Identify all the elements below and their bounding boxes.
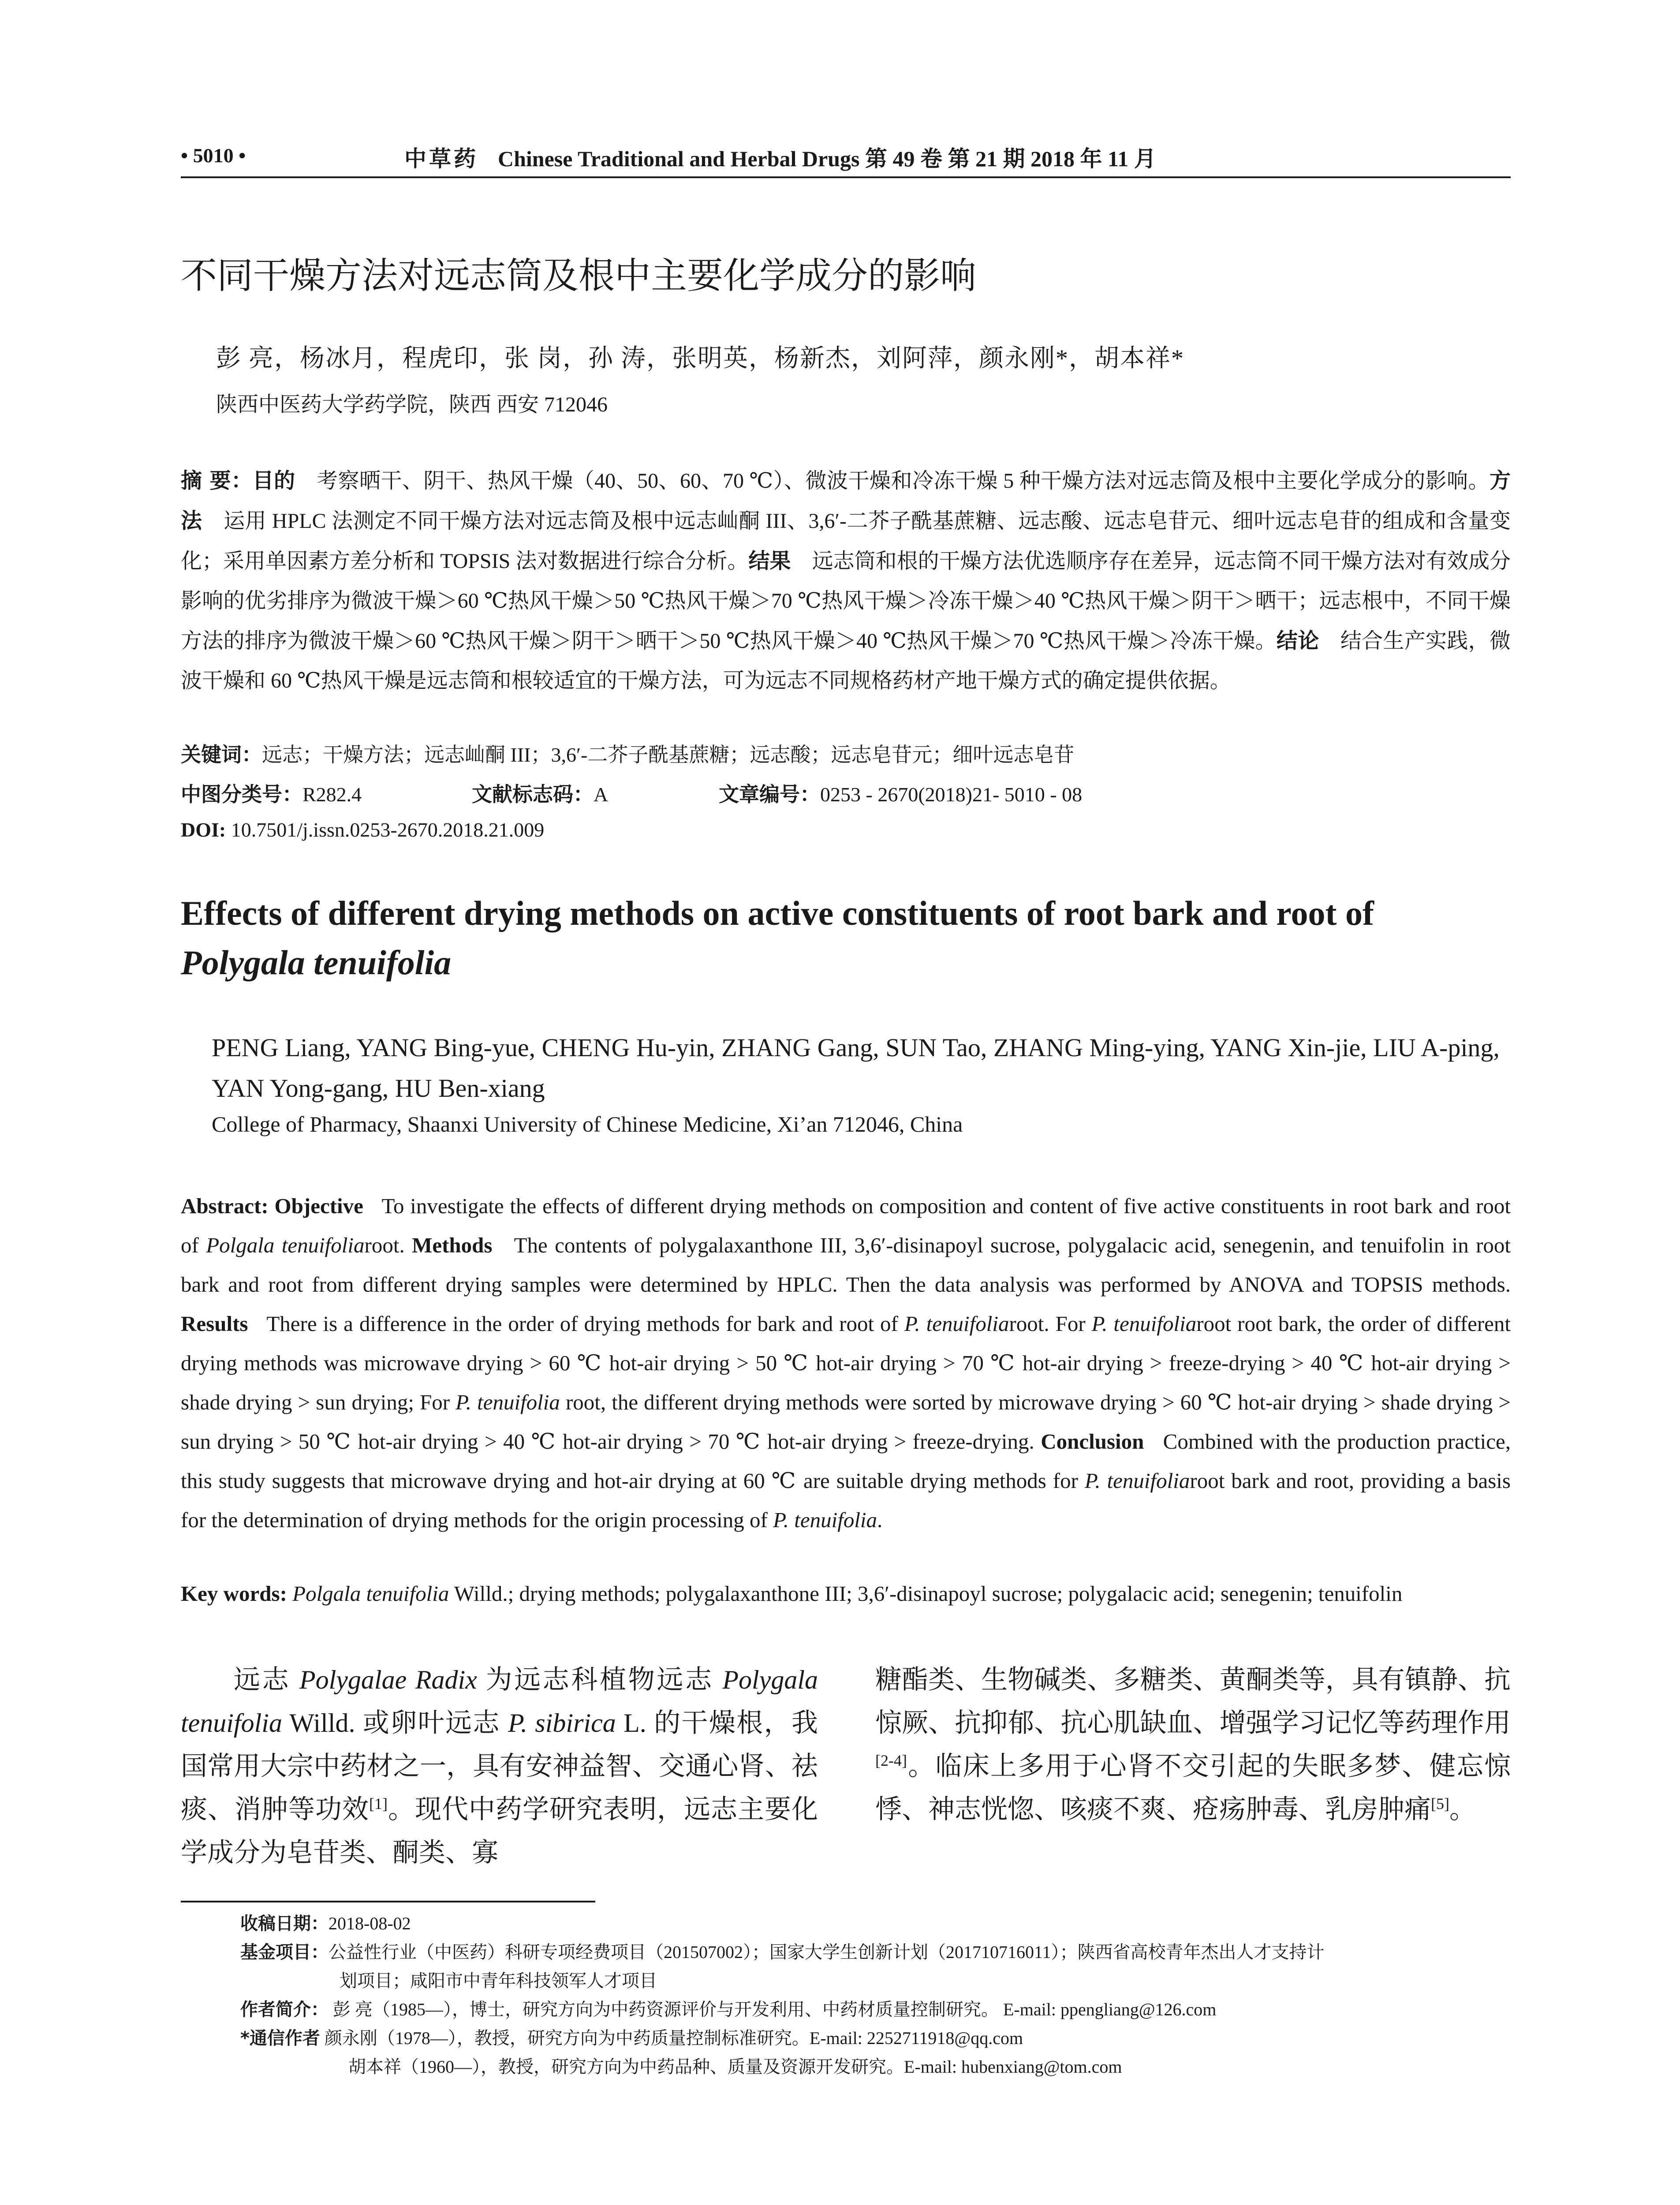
body-text: 。现代中药学研究表明，远志主要化学成分为皂苷类、酮类、寡 xyxy=(181,1795,818,1867)
citation-ref[interactable]: [1] xyxy=(369,1795,388,1813)
methods-label-cn: 方法 xyxy=(181,468,1511,533)
keywords-cn-label: 关键词： xyxy=(181,743,262,766)
objective-label-cn: 目的 xyxy=(252,468,295,493)
objective-text-en: To investigate the effects of different drying methods on composition and content of five active constituents in root bark and root of xyxy=(181,1194,1511,1257)
keywords-en-species: Polgala tenuifolia xyxy=(292,1581,449,1606)
footnote-text: 彭 亮（1985—），博士，研究方向为中药资源评价与开发利用、中药材质量控制研究。 E-mail: ppengliang@126.com xyxy=(329,1999,1217,2019)
body-text: Willd. 或卵叶远志 xyxy=(282,1708,508,1738)
species-name: P. tenuifolia xyxy=(904,1312,1009,1336)
methods-text-en: The contents of polygalaxanthone III, 3,6′-disinapoyl sucrose, polygalacic acid, senegenin, and tenuifolin in root bark and root from different drying samples were determined by HPLC. Then the data analysis was performed by ANOVA and TOPSIS methods. xyxy=(181,1233,1511,1297)
doi-value[interactable]: 10.7501/j.issn.0253-2670.2018.21.009 xyxy=(226,818,545,841)
doi xyxy=(181,818,544,841)
footnote-author-bio xyxy=(240,1996,1216,2024)
objective-text-cn: 考察晒干、阴干、热风干燥（40、50、60、70 ℃）、微波干燥和冷冻干燥 5 种干燥方法对远志筒及根中主要化学成分的影响。 xyxy=(317,469,1490,493)
footnote-label: 收稿日期： xyxy=(240,1913,329,1934)
conclusion-label-en: Conclusion xyxy=(1041,1429,1144,1454)
latin-name: P. sibirica xyxy=(508,1708,616,1738)
keywords-en-text: Willd.; drying methods; polygalaxanthone III; 3,6′-disinapoyl sucrose; polygalacic acid; senegenin; tenuifolin xyxy=(449,1581,1403,1606)
methods-text-cn: 运用 HPLC 法测定不同干燥方法对远志筒及根中远志屾酮 III、3,6′-二芥子酰基蔗糖、远志酸、远志皂苷元、细叶远志皂苷的组成和含量变化；采用单因素方差分析和 TOPSIS 法对数据进行综合分析。 xyxy=(181,509,1511,573)
footnote-fund-continued: 划项目；咸阳市中青年科技领军人才项目 xyxy=(340,1971,657,1991)
results-text-en: root, the different drying methods were sorted by microwave drying > 60 ℃ hot-air drying > shade drying > sun drying > 50 ℃ hot-air drying > 40 ℃ hot-air drying > 70 ℃ hot-air drying > freeze-drying. xyxy=(181,1390,1511,1454)
latin-name: Polygala tenuifolia xyxy=(181,1665,818,1738)
conclusion-text-en: Combined with the production practice, this study suggests that microwave drying and hot-air drying at 60 ℃ are suitable drying methods for xyxy=(181,1429,1511,1493)
species-name: Polgala tenuifolia xyxy=(206,1233,365,1257)
latin-name: Polygalae Radix xyxy=(299,1665,477,1694)
header-rule xyxy=(181,176,1511,178)
results-text-en: root. For xyxy=(1009,1312,1092,1336)
body-text: 糖酯类、生物碱类、多糖类、黄酮类等，具有镇静、抗惊厥、抗抑郁、抗心肌缺血、增强学习记忆等药理作用 xyxy=(875,1665,1511,1738)
authors-cn: 彭 亮，杨冰月，程虎印，张 岗，孙 涛，张明英，杨新杰，刘阿萍，颜永刚*，胡本祥* xyxy=(216,345,1184,372)
footnote-received xyxy=(240,1910,411,1938)
footnote-text: 公益性行业（中医药）科研专项经费项目（201507002）；国家大学生创新计划（201710716011）；陕西省高校青年杰出人才支持计 xyxy=(329,1942,1325,1962)
species-name: P. tenuifolia xyxy=(1084,1469,1190,1493)
footnote-label: 基金项目： xyxy=(240,1942,329,1962)
journal-issue: Chinese Traditional and Herbal Drugs 第 49 卷 第 21 期 2018 年 11 月 xyxy=(498,146,1156,171)
objective-text-en-end: root. xyxy=(364,1233,405,1257)
conclusion-text-en-end: . xyxy=(877,1508,883,1532)
footnote-label: 作者简介： xyxy=(240,1999,329,2020)
page-number: • 5010 • xyxy=(181,144,246,167)
species-name: P. tenuifolia xyxy=(455,1390,560,1414)
results-label-cn: 结果 xyxy=(748,549,791,573)
body-text: 。临床上多用于心肾不交引起的失眠多梦、健忘惊悸、神志恍惚、咳痰不爽、疮疡肿毒、乳房肿痛 xyxy=(875,1752,1511,1824)
article-number-label: 文章编号： xyxy=(719,782,820,806)
journal-header xyxy=(404,141,1156,173)
body-text: L. 的干燥根，我国常用大宗中药材之一，具有安神益智、交通心肾、祛痰、消肿等功效 xyxy=(181,1708,818,1824)
clc-label: 中图分类号： xyxy=(181,782,302,806)
paper-title-cn: 不同干燥方法对远志筒及根中主要化学成分的影响 xyxy=(181,255,977,297)
doc-code-field xyxy=(472,778,608,807)
abstract-en-label: Abstract: Objective xyxy=(181,1194,363,1218)
conclusion-text-en: root bark and root, providing a basis for the determination of drying methods for the origin processing of xyxy=(181,1469,1511,1532)
body-column-left xyxy=(181,1658,818,1874)
article-number-field xyxy=(719,778,1082,807)
methods-label-en: Methods xyxy=(412,1233,493,1257)
body-text: 。 xyxy=(1449,1795,1476,1824)
abstract-cn xyxy=(181,461,1511,701)
footnote-text: 2018-08-02 xyxy=(329,1913,411,1933)
keywords-en-label: Key words: xyxy=(181,1581,287,1606)
body-text: 远志 xyxy=(234,1665,299,1694)
conclusion-text-cn: 结合生产实践，微波干燥和 60 ℃热风干燥是远志筒和根较适宜的干燥方法，可为远志不同规格药材产地干燥方式的确定提供依据。 xyxy=(181,629,1511,692)
footnote-rule xyxy=(181,1901,595,1902)
citation-ref[interactable]: [5] xyxy=(1431,1795,1449,1813)
title-en-main: Effects of different drying methods on active constituents of root bark and root of xyxy=(181,894,1374,932)
doc-code-value: A xyxy=(594,783,609,806)
conclusion-label-cn: 结论 xyxy=(1276,628,1319,653)
title-en-species: Polygala tenuifolia xyxy=(181,943,452,982)
clc-field xyxy=(181,778,362,807)
affiliation-en: College of Pharmacy, Shaanxi University of Chinese Medicine, Xi’an 712046, China xyxy=(212,1112,963,1136)
keywords-cn xyxy=(181,739,1074,768)
body-column-right xyxy=(875,1658,1511,1831)
journal-name-cn: 中草药 xyxy=(404,146,478,172)
results-text-cn: 远志筒和根的干燥方法优选顺序存在差异，远志筒不同干燥方法对有效成分影响的优劣排序为微波干燥＞60 ℃热风干燥＞50 ℃热风干燥＞70 ℃热风干燥＞冷冻干燥＞40 ℃热风干燥＞阴干＞晒干；远志根中，不同干燥方法的排序为微波干燥＞60 ℃热风干燥＞阴干＞晒干＞50 ℃热风干燥＞40 ℃热风干燥＞70 ℃热风干燥＞冷冻干燥。 xyxy=(181,549,1511,653)
keywords-en xyxy=(181,1581,1526,1606)
footnote-corresponding-2: 胡本祥（1960—），教授，研究方向为中药品种、质量及资源开发研究。E-mail: hubenxiang@tom.com xyxy=(348,2057,1122,2077)
keywords-cn-text: 远志；干燥方法；远志屾酮 III；3,6′-二芥子酰基蔗糖；远志酸；远志皂苷元；细叶远志皂苷 xyxy=(262,744,1075,766)
paper-title-en xyxy=(181,889,1511,987)
footnote-corresponding xyxy=(240,2024,1023,2052)
doi-label: DOI: xyxy=(181,818,226,841)
citation-ref[interactable]: [2-4] xyxy=(875,1752,907,1769)
species-name: P. tenuifolia xyxy=(1091,1312,1197,1336)
results-text-en: There is a difference in the order of drying methods for bark and root of xyxy=(266,1312,904,1336)
clc-value: R282.4 xyxy=(302,783,362,806)
abstract-cn-label: 摘 要： xyxy=(181,468,253,493)
results-text-en: root root bark, the order of different drying methods was microwave drying > 60 ℃ hot-air drying > 50 ℃ hot-air drying > 70 ℃ hot-air drying > freeze-drying > 40 ℃ hot-air drying > shade drying > sun drying; For xyxy=(181,1312,1511,1414)
affiliation-cn: 陕西中医药大学药学院，陕西 西安 712046 xyxy=(216,393,608,416)
footnote-label: *通信作者 xyxy=(240,2028,320,2048)
abstract-en xyxy=(181,1186,1511,1540)
doc-code-label: 文献标志码： xyxy=(472,782,594,806)
species-name: P. tenuifolia xyxy=(773,1508,877,1532)
footnote-text: 颜永刚（1978—），教授，研究方向为中药质量控制标准研究。E-mail: 2252711918@qq.com xyxy=(320,2028,1023,2048)
results-label-en: Results xyxy=(181,1312,248,1336)
footnote-fund xyxy=(240,1938,1325,1966)
authors-en: PENG Liang, YANG Bing-yue, CHENG Hu-yin, ZHANG Gang, SUN Tao, ZHANG Ming-ying, YANG Xin-jie, LIU A-ping, YAN Yong-gang, HU Ben-xiang xyxy=(212,1033,1500,1102)
body-text: 为远志科植物远志 xyxy=(477,1665,723,1694)
article-number-value: 0253 - 2670(2018)21- 5010 - 08 xyxy=(820,783,1083,806)
